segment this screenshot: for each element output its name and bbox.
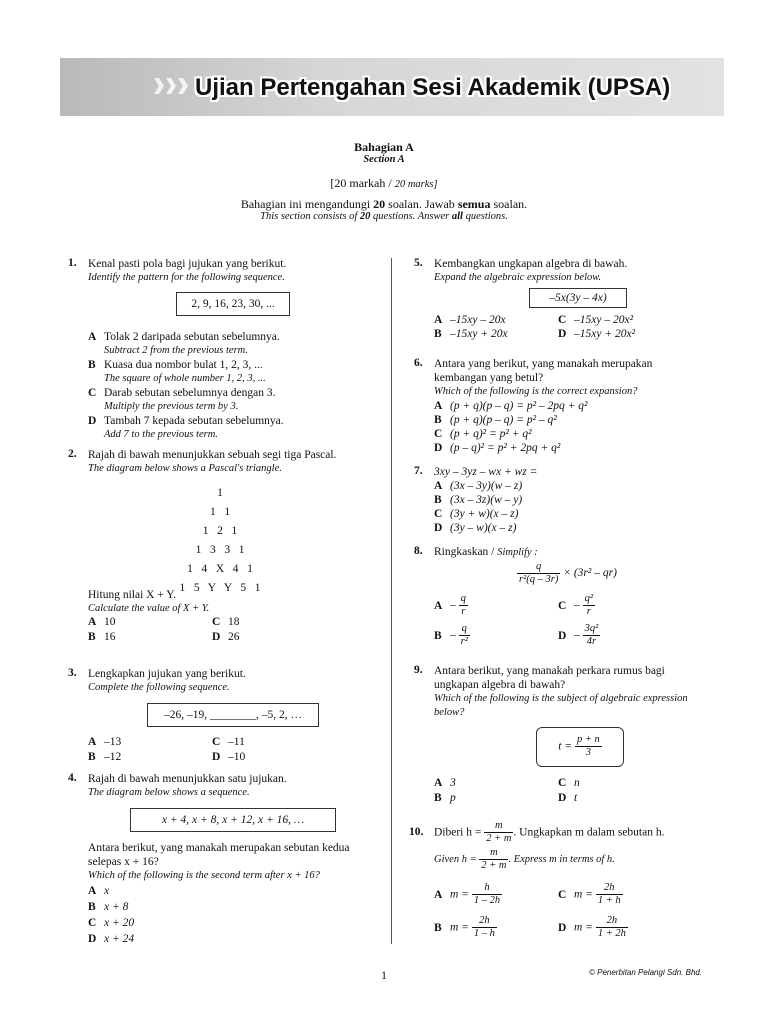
option-text: 18 [228, 616, 240, 628]
option-a[interactable] [434, 399, 652, 413]
numerator: 2h [596, 915, 628, 928]
option-a[interactable] [88, 736, 121, 748]
option-letter: C [558, 314, 567, 326]
option-letter: B [434, 494, 442, 506]
question-9 [414, 664, 688, 720]
option-letter: A [434, 599, 443, 612]
question-text: Antara yang berikut, yang manakah merupakan [434, 358, 653, 370]
option-letter: B [434, 328, 442, 340]
option-text: –15xy + 20x² [574, 328, 636, 340]
option-letter: A [434, 777, 443, 789]
marks-en: 20 marks] [394, 179, 438, 190]
option-text: n [574, 777, 580, 789]
option-text: 16 [104, 631, 116, 643]
question-text: ungkapan algebra di bawah? [434, 679, 566, 691]
question-1 [68, 257, 287, 285]
option-text: –10 [228, 751, 246, 763]
question-number: 10. [409, 826, 424, 838]
option-d[interactable] [558, 792, 577, 804]
pascal-row: 1 [217, 487, 223, 499]
numerator: 2h [596, 882, 623, 895]
option-a[interactable] [434, 882, 502, 907]
q4-options [88, 883, 134, 947]
option-b[interactable] [434, 413, 652, 427]
question-text: Rajah di bawah menunjukkan satu jujukan. [88, 773, 287, 785]
numerator: q [459, 623, 470, 636]
question-7 [414, 465, 538, 535]
option-letter: C [558, 599, 567, 612]
option-d[interactable] [558, 623, 600, 648]
option-letter: C [434, 428, 443, 440]
option-text: –15xy – 20x² [574, 314, 634, 326]
question-6 [414, 357, 653, 455]
option-lhs: m = [574, 888, 593, 901]
question-text-en [434, 847, 664, 872]
option-d[interactable] [212, 751, 245, 763]
option-text: Tambah 7 kepada sebutan sebelumnya. [104, 415, 284, 427]
sign: – [574, 599, 580, 612]
denominator: r [586, 606, 591, 617]
option-text: (3y – w)(x – z) [450, 522, 517, 534]
numerator: p + n [576, 734, 600, 745]
option-letter: C [558, 888, 567, 901]
option-letter: A [88, 331, 97, 343]
sign: – [450, 599, 456, 612]
option-letter: B [88, 901, 96, 913]
chevron-icon [178, 78, 188, 94]
option-text-en: Add 7 to the previous term. [104, 429, 218, 440]
option-letter: D [88, 933, 97, 945]
expression-box: –5x(3y – 4x) [529, 288, 627, 308]
option-text: 10 [104, 616, 116, 628]
expression-tail: × (3r² – qr) [563, 567, 617, 580]
option-text: (3y + w)(x – z) [450, 508, 519, 520]
marks-line [0, 176, 768, 191]
denominator: 2 + m [486, 833, 512, 844]
instr-text: questions. Answer [373, 211, 450, 222]
option-c[interactable] [434, 427, 652, 441]
question-text: Lengkapkan jujukan yang berikut. [88, 668, 246, 680]
question-number: 6. [414, 357, 423, 369]
option-letter: C [212, 736, 221, 748]
option-c[interactable] [212, 736, 245, 748]
denominator: r [461, 606, 466, 617]
option-text: –15xy + 20x [450, 328, 508, 340]
question-number: 3. [68, 667, 77, 679]
option-a[interactable] [88, 883, 134, 899]
option-text: (p + q)(p – q) = p² – 2pq + q² [450, 400, 588, 412]
option-letter: B [88, 359, 96, 371]
header-banner [60, 58, 724, 116]
question-10 [409, 820, 665, 872]
question-4-ask [88, 841, 350, 883]
option-letter: D [88, 415, 97, 427]
option-letter: C [88, 917, 97, 929]
instr-text: This section consists of [260, 211, 358, 222]
option-letter: A [88, 616, 97, 628]
pascal-row: 1 2 1 [202, 525, 238, 537]
option-text: x + 24 [104, 933, 135, 945]
option-letter: A [434, 480, 443, 492]
option-b[interactable] [434, 328, 508, 340]
numerator: q [460, 593, 466, 604]
pascal-row: 1 1 [209, 506, 231, 518]
instr-text: Bahagian ini mengandungi [240, 197, 371, 211]
question-text-en: Identify the pattern for the following sequence. [88, 272, 285, 283]
denominator: 3 [585, 747, 591, 758]
question-text-en: Calculate the value of X + Y. [88, 603, 210, 614]
option-text: x + 8 [104, 901, 129, 913]
option-text: –12 [104, 751, 122, 763]
option-d[interactable] [88, 931, 134, 947]
option-c[interactable] [434, 507, 537, 521]
question-text [434, 820, 664, 845]
section-title: Bahagian A [354, 140, 414, 154]
sign: – [450, 629, 456, 642]
option-a[interactable] [88, 330, 284, 358]
option-text: x + 20 [104, 917, 135, 929]
fraction [484, 820, 513, 845]
question-2 [68, 448, 337, 476]
option-letter: D [434, 522, 443, 534]
expression [517, 561, 617, 586]
instr-text: soalan. Jawab [388, 197, 455, 211]
option-letter: A [434, 400, 443, 412]
numerator: q [517, 561, 560, 574]
question-text: selepas x + 16? [88, 856, 159, 868]
option-letter: B [88, 631, 96, 643]
instr-count: 20 [359, 211, 371, 222]
option-letter: D [558, 921, 567, 934]
option-d[interactable] [434, 441, 652, 455]
chevron-icon [154, 78, 164, 94]
numerator: m [479, 847, 508, 860]
option-letter: A [88, 885, 97, 897]
instructions-en [0, 211, 768, 222]
question-text: Antara berikut, yang manakah perkara rumus bagi [434, 665, 665, 677]
instructions-ms [0, 197, 768, 212]
question-text-en: Expand the algebraic expression below. [434, 272, 602, 283]
numerator: 3q² [584, 623, 599, 634]
marks-ms: [20 markah / [330, 176, 392, 190]
option-letter: C [434, 508, 443, 520]
denominator: r²(q – 3r) [519, 574, 559, 585]
option-text-en: Multiply the previous term by 3. [104, 401, 239, 412]
option-a[interactable] [434, 479, 537, 493]
fraction [479, 847, 508, 872]
instr-text: soalan. [493, 197, 528, 211]
option-text: (3x – 3y)(w – z) [450, 480, 523, 492]
option-letter: A [434, 314, 443, 326]
question-text-en: Which of the following is the correct expansion? [434, 386, 638, 397]
option-lhs: m = [450, 888, 469, 901]
denominator: 1 – h [473, 928, 495, 939]
question-number: 2. [68, 448, 77, 460]
sequence-box: x + 4, x + 8, x + 12, x + 16, … [130, 808, 336, 832]
text: Given h = [434, 854, 477, 865]
option-letter: B [434, 792, 442, 804]
numerator: m [484, 820, 513, 833]
pascal-row: 1 3 3 1 [195, 544, 245, 556]
option-text: 26 [228, 631, 240, 643]
option-text: (p + q)(p – q) = p² – q² [450, 414, 557, 426]
option-letter: B [88, 751, 96, 763]
fraction [517, 561, 560, 586]
option-text: Kuasa dua nombor bulat 1, 2, 3, ... [104, 359, 263, 371]
option-b[interactable] [88, 751, 121, 763]
instr-count: 20 [373, 197, 386, 211]
chevron-icon [166, 78, 176, 94]
question-text: Ringkaskan / [434, 546, 495, 558]
option-letter: D [558, 328, 567, 340]
instr-emph: semua [457, 197, 491, 211]
option-text: Tolak 2 daripada sebutan sebelumnya. [104, 331, 280, 343]
formula [537, 734, 623, 759]
option-text: –15xy – 20x [450, 314, 506, 326]
question-text: Rajah di bawah menunjukkan sebuah segi tiga Pascal. [88, 449, 337, 461]
question-text-en: Simplify : [497, 547, 538, 558]
option-c[interactable] [558, 882, 623, 907]
option-b[interactable] [88, 358, 284, 386]
option-letter: C [88, 387, 97, 399]
option-text: Darab sebutan sebelumnya dengan 3. [104, 387, 276, 399]
option-d[interactable] [212, 631, 240, 643]
question-number: 5. [414, 257, 423, 269]
fraction [472, 882, 502, 907]
option-a[interactable] [88, 616, 116, 628]
option-letter: D [212, 631, 221, 643]
option-b[interactable] [88, 899, 134, 915]
fraction [575, 734, 602, 759]
denominator: 4r [586, 636, 597, 647]
instr-emph: all [451, 211, 463, 222]
numerator: h [472, 882, 502, 895]
option-b[interactable] [434, 792, 456, 804]
option-b[interactable] [434, 493, 537, 507]
denominator: r² [460, 636, 468, 647]
question-text: Kembangkan ungkapan algebra di bawah. [434, 258, 628, 270]
option-text: p [450, 792, 456, 804]
text: . Express m in terms of h. [508, 854, 615, 865]
question-text-en: Complete the following sequence. [88, 682, 230, 693]
question-number: 8. [414, 545, 423, 557]
sequence-box: 2, 9, 16, 23, 30, ... [176, 292, 290, 316]
option-letter: C [212, 616, 221, 628]
denominator: 1 + 2h [597, 928, 626, 939]
question-2-ask [88, 588, 209, 616]
question-text-en: below? [434, 707, 465, 718]
denominator: 2 + m [481, 860, 507, 871]
numerator: 2h [472, 915, 497, 928]
option-text: (p + q)² = p² + q² [450, 428, 532, 440]
option-letter: D [434, 442, 443, 454]
fraction [459, 593, 468, 618]
option-letter: B [434, 921, 442, 934]
question-8 [414, 545, 538, 560]
option-text: x [104, 885, 110, 897]
q1-options [88, 330, 284, 442]
instr-text: questions. [465, 211, 508, 222]
question-text: Kenal pasti pola bagi jujukan yang berikut. [88, 258, 287, 270]
fraction [583, 623, 601, 648]
option-a[interactable] [434, 314, 506, 326]
numerator: q² [584, 593, 594, 604]
pascal-triangle [150, 484, 290, 598]
fraction [459, 623, 470, 648]
option-lhs: m = [574, 921, 593, 934]
copyright: © Penerbitan Pelangi Sdn. Bhd. [589, 968, 703, 977]
option-letter: D [558, 629, 567, 642]
question-number: 7. [414, 465, 423, 477]
option-letter: A [88, 736, 97, 748]
option-text-en: Subtract 2 from the previous term. [104, 345, 248, 356]
fraction [472, 915, 497, 940]
option-text: 3 [450, 777, 456, 789]
option-text: (p – q)² = p² + 2pq + q² [450, 442, 561, 454]
pascal-row: 1 4 X 4 1 [187, 563, 253, 575]
option-letter: B [434, 629, 442, 642]
pascal-row: 1 5 Y Y 5 1 [179, 582, 261, 594]
option-letter: D [558, 792, 567, 804]
sequence-box: –26, –19, ________, –5, 2, … [147, 703, 319, 727]
question-number: 9. [414, 664, 423, 676]
option-text: t [574, 792, 578, 804]
option-c[interactable] [558, 314, 633, 326]
text: . Ungkapkan m dalam sebutan h. [513, 826, 665, 839]
option-text-en: The square of whole number 1, 2, 3, ... [104, 373, 266, 384]
formula-box [536, 727, 624, 767]
page-title: Ujian Pertengahan Sesi Akademik (UPSA) [195, 74, 671, 101]
question-text-en: The diagram below shows a sequence. [88, 787, 250, 798]
option-d[interactable] [434, 521, 537, 535]
question-3 [68, 667, 246, 695]
option-c[interactable] [558, 777, 580, 789]
option-b[interactable] [434, 915, 497, 940]
question-number: 1. [68, 257, 77, 269]
question-text: kembangan yang betul? [434, 372, 544, 384]
option-letter: B [434, 414, 442, 426]
fraction [596, 915, 628, 940]
fraction [583, 593, 595, 618]
question-text-en: The diagram below shows a Pascal's triangle. [88, 463, 282, 474]
denominator: 1 – 2h [473, 895, 501, 906]
option-c[interactable] [212, 616, 240, 628]
option-letter: A [434, 888, 443, 901]
option-text: –13 [104, 736, 122, 748]
page-number: 1 [381, 968, 387, 982]
question-number: 4. [68, 772, 77, 784]
denominator: 1 + h [597, 895, 621, 906]
question-5 [414, 257, 628, 285]
option-c[interactable] [558, 593, 595, 618]
column-divider [391, 258, 392, 944]
option-d[interactable] [88, 414, 284, 442]
formula-lhs: t = [558, 740, 573, 753]
option-text: –11 [228, 736, 245, 748]
option-b[interactable] [434, 623, 470, 648]
sign: – [574, 629, 580, 642]
option-c[interactable] [88, 386, 284, 414]
option-letter: C [558, 777, 567, 789]
option-a[interactable] [434, 593, 468, 618]
option-lhs: m = [450, 921, 469, 934]
question-text-en: Which of the following is the second term after x + 16? [88, 870, 320, 881]
option-a[interactable] [434, 777, 456, 789]
option-letter: D [212, 751, 221, 763]
question-text: Hitung nilai X + Y. [88, 589, 176, 601]
question-text: 3xy – 3yz – wx + wz = [434, 466, 538, 478]
option-d[interactable] [558, 328, 635, 340]
text: Diberi h = [434, 826, 482, 839]
question-4 [68, 772, 287, 800]
option-b[interactable] [88, 631, 116, 643]
option-c[interactable] [88, 915, 134, 931]
question-text-en: Which of the following is the subject of algebraic expression [434, 693, 688, 704]
question-text: Antara berikut, yang manakah merupakan sebutan kedua [88, 842, 350, 854]
fraction [596, 882, 623, 907]
option-d[interactable] [558, 915, 628, 940]
section-subtitle: Section A [363, 154, 405, 165]
option-text: (3x – 3z)(w – y) [450, 494, 523, 506]
